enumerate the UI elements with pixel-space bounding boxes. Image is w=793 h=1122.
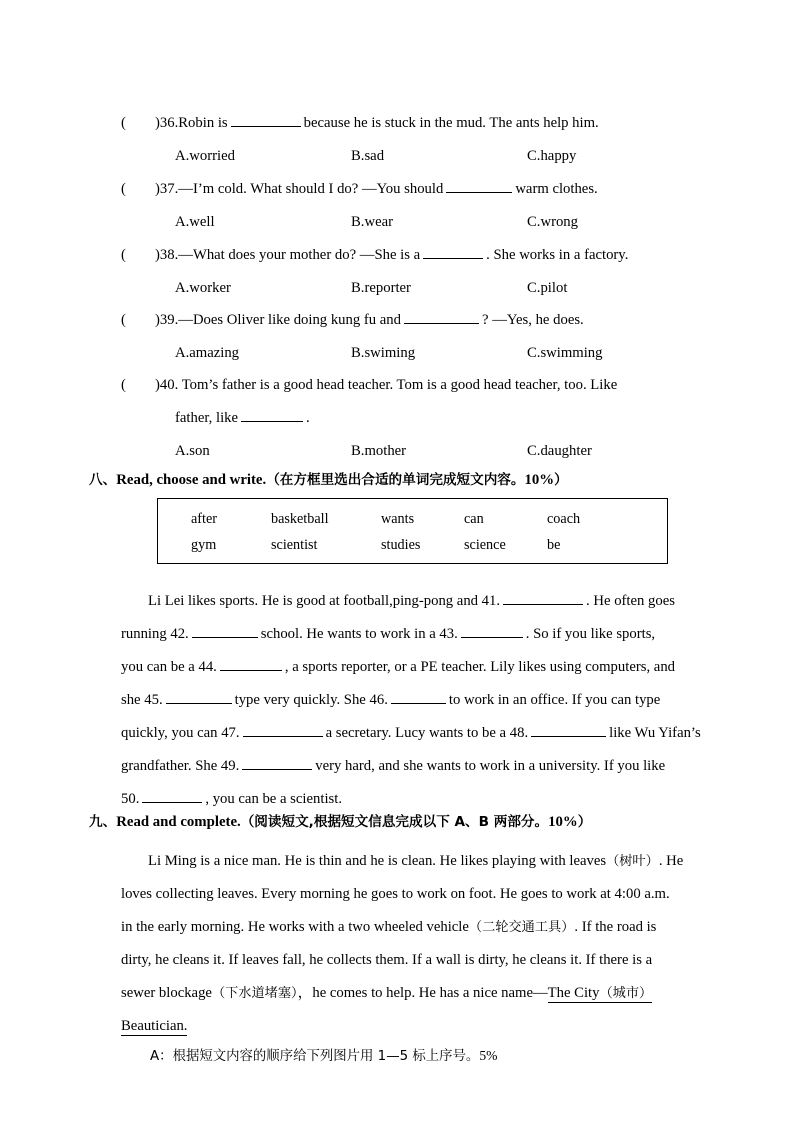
question-39-options: [121, 337, 681, 370]
reading-line-1: [121, 845, 686, 878]
word-bank-item[interactable]: gym: [191, 536, 217, 553]
reading-text: sewer blockage: [121, 985, 212, 1001]
question-38: [121, 239, 681, 305]
section-nine-heading: [89, 810, 591, 831]
bracket-close-36: ): [155, 115, 160, 131]
reading-text: . He: [658, 853, 684, 869]
option-37-b[interactable]: B.wear: [351, 214, 394, 230]
option-36-b[interactable]: B.sad: [351, 148, 385, 164]
reading-underlined-name-cn: （城市）: [599, 986, 653, 1001]
cloze-blank-44[interactable]: [220, 657, 282, 671]
cloze-line-6: [121, 750, 686, 783]
bracket-close-37: ): [155, 181, 160, 197]
reading-gloss-cn: （树叶）: [606, 854, 659, 869]
section-nine-score: 10%: [548, 814, 578, 830]
section-eight-title-cn-end: ）: [554, 472, 568, 488]
cloze-text: . So if you like sports,: [525, 626, 656, 642]
question-38-text-after: . She works in a factory.: [486, 247, 629, 263]
reading-text: Li Ming is a nice man. He is thin and he is clean. He likes playing with leaves: [148, 853, 607, 869]
answer-bracket-38[interactable]: (: [121, 247, 126, 263]
word-bank-item[interactable]: coach: [547, 510, 581, 527]
cloze-text: , you can be a scientist.: [205, 791, 342, 807]
cloze-line-5: [121, 717, 701, 750]
question-number-39: 39.: [159, 312, 179, 328]
word-bank-item[interactable]: after: [191, 510, 217, 527]
reading-line-5: [121, 977, 686, 1010]
question-37-text-before: —I’m cold. What should I do? —You should: [178, 181, 444, 197]
cloze-text: school. He wants to work in a 43.: [260, 626, 458, 642]
question-40-stem-line2: [121, 402, 681, 435]
answer-bracket-40[interactable]: (: [121, 377, 126, 393]
cloze-line-1: [121, 585, 686, 618]
question-40: [121, 369, 681, 468]
cloze-line-3: [121, 651, 686, 684]
answer-blank-36[interactable]: [231, 113, 301, 127]
cloze-text: very hard, and she wants to work in a university. If you like: [315, 758, 666, 774]
option-37-a[interactable]: A.well: [175, 214, 215, 230]
word-bank-box: [157, 498, 668, 564]
question-37: [121, 173, 681, 239]
word-bank-row-1: [158, 499, 667, 532]
reading-underlined-name: The City: [547, 985, 600, 1001]
word-bank-item[interactable]: scientist: [271, 536, 318, 553]
word-bank-item[interactable]: be: [547, 536, 561, 553]
cloze-text: 50.: [121, 791, 140, 807]
reading-line-2: [121, 878, 686, 911]
cloze-text: she 45.: [121, 692, 163, 708]
reading-text: loves collecting leaves. Every morning he goes to work on foot. He goes to work at 4:00 a.m.: [121, 886, 670, 902]
question-36-options: [121, 140, 681, 173]
answer-blank-38[interactable]: [423, 245, 483, 259]
question-40-text-before: father, like: [175, 410, 239, 426]
cloze-blank-43[interactable]: [461, 624, 523, 638]
question-37-text-after: warm clothes.: [515, 181, 598, 197]
reading-underlined-name-cont: Beautician.: [121, 1018, 188, 1034]
cloze-text: . He often goes: [586, 593, 675, 609]
cloze-blank-48[interactable]: [531, 723, 606, 737]
reading-passage: [121, 845, 686, 1043]
reading-text: ，he comes to help. He has a nice name—: [297, 985, 548, 1001]
part-a-text: 根据短文内容的顺序给下列图片用 1—5 标上序号。: [172, 1049, 480, 1064]
option-38-b[interactable]: B.reporter: [351, 280, 411, 296]
cloze-text: like Wu Yifan’s: [609, 725, 701, 741]
option-37-c[interactable]: C.wrong: [527, 214, 578, 230]
cloze-text: , a sports reporter, or a PE teacher. Lily likes using computers, and: [284, 659, 676, 675]
answer-blank-39[interactable]: [404, 310, 479, 324]
section-nine-number: 九、: [89, 814, 117, 830]
answer-bracket-36[interactable]: (: [121, 115, 126, 131]
question-40-options: [121, 435, 681, 468]
question-40-text-after: .: [306, 410, 310, 426]
cloze-blank-42[interactable]: [192, 624, 258, 638]
section-nine-title-cn: （阅读短文,根据短文信息完成以下 A、B 两部分。: [240, 814, 549, 830]
option-36-c[interactable]: C.happy: [527, 148, 577, 164]
part-a-label: A：: [150, 1049, 173, 1064]
option-39-a[interactable]: A.amazing: [175, 345, 240, 361]
part-a-instruction: [150, 1045, 497, 1064]
option-40-a[interactable]: A.son: [175, 443, 210, 459]
option-40-c[interactable]: C.daughter: [527, 443, 592, 459]
cloze-text: type very quickly. She 46.: [234, 692, 388, 708]
question-36-stem: [121, 107, 681, 140]
section-eight-title-en: Read, choose and write.: [116, 472, 267, 488]
reading-line-3: [121, 911, 686, 944]
question-number-40: 40.: [159, 377, 179, 393]
option-40-b[interactable]: B.mother: [351, 443, 407, 459]
option-36-a[interactable]: A.worried: [175, 148, 235, 164]
cloze-blank-41[interactable]: [503, 591, 583, 605]
question-39-text-before: —Does Oliver like doing kung fu and: [178, 312, 401, 328]
bracket-close-38: ): [155, 247, 160, 263]
bracket-close-39: ): [155, 312, 160, 328]
answer-blank-37[interactable]: [446, 179, 512, 193]
question-38-text-before: —What does your mother do? —She is a: [178, 247, 421, 263]
word-bank-item[interactable]: basketball: [271, 510, 329, 527]
question-40-stem-line1: [121, 369, 681, 402]
answer-blank-40[interactable]: [241, 408, 303, 422]
question-number-37: 37.: [159, 181, 179, 197]
cloze-text: grandfather. She 49.: [121, 758, 240, 774]
section-eight-heading: [89, 468, 568, 489]
answer-bracket-39[interactable]: (: [121, 312, 126, 328]
reading-text: in the early morning. He works with a two wheeled vehicle: [121, 919, 469, 935]
option-38-c[interactable]: C.pilot: [527, 280, 568, 296]
cloze-text: running 42.: [121, 626, 189, 642]
question-37-stem: [121, 173, 681, 206]
question-38-stem: [121, 239, 681, 272]
answer-bracket-37[interactable]: (: [121, 181, 126, 197]
question-38-options: [121, 272, 681, 305]
bracket-close-40: ): [155, 377, 160, 393]
cloze-text: to work in an office. If you can type: [448, 692, 661, 708]
question-number-38: 38.: [159, 247, 179, 263]
question-37-options: [121, 206, 681, 239]
question-number-36: 36.: [159, 115, 179, 131]
cloze-blank-45[interactable]: [166, 690, 232, 704]
reading-line-6: [121, 1010, 686, 1043]
question-36-text-after: because he is stuck in the mud. The ants help him.: [303, 115, 599, 131]
word-bank-item[interactable]: wants: [381, 510, 415, 527]
word-bank-item[interactable]: studies: [381, 536, 421, 553]
question-39: [121, 304, 681, 370]
cloze-text: you can be a 44.: [121, 659, 217, 675]
section-eight-number: 八、: [89, 472, 117, 488]
cloze-line-4: [121, 684, 686, 717]
word-bank-row-2: [158, 532, 667, 558]
cloze-text: Li Lei likes sports. He is good at football,ping-pong and 41.: [148, 593, 501, 609]
cloze-blank-46[interactable]: [391, 690, 446, 704]
reading-text: . If the road is: [574, 919, 657, 935]
cloze-blank-47[interactable]: [243, 723, 323, 737]
part-a-score: 5%: [479, 1048, 498, 1063]
reading-text: dirty, he cleans it. If leaves fall, he collects them. If a wall is dirty, he cleans it. If there is a: [121, 952, 653, 968]
section-eight-title-cn: （在方框里选出合适的单词完成短文内容。: [266, 472, 525, 488]
cloze-text: quickly, you can 47.: [121, 725, 240, 741]
section-eight-score: 10%: [524, 472, 555, 488]
question-40-text-line1: Tom’s father is a good head teacher. Tom is a good head teacher, too. Like: [181, 377, 618, 393]
option-38-a[interactable]: A.worker: [175, 280, 231, 296]
reading-line-4: [121, 944, 686, 977]
cloze-blank-49[interactable]: [242, 756, 312, 770]
reading-gloss-cn: （下水道堵塞）: [211, 986, 298, 1001]
word-bank-item[interactable]: science: [464, 536, 506, 553]
cloze-line-2: [121, 618, 686, 651]
option-39-c[interactable]: C.swimming: [527, 345, 603, 361]
section-nine-title-cn-end: ）: [577, 814, 592, 830]
cloze-blank-50[interactable]: [142, 789, 202, 803]
word-bank-item[interactable]: can: [464, 510, 484, 527]
question-36: [121, 107, 681, 173]
reading-gloss-cn: （二轮交通工具）: [468, 920, 575, 935]
question-39-stem: [121, 304, 681, 337]
question-39-text-after: ? —Yes, he does.: [482, 312, 584, 328]
cloze-passage: [121, 585, 701, 816]
section-nine-title-en: Read and complete.: [116, 814, 241, 830]
option-39-b[interactable]: B.swiming: [351, 345, 416, 361]
cloze-text: a secretary. Lucy wants to be a 48.: [325, 725, 529, 741]
question-36-text-before: Robin is: [178, 115, 228, 131]
